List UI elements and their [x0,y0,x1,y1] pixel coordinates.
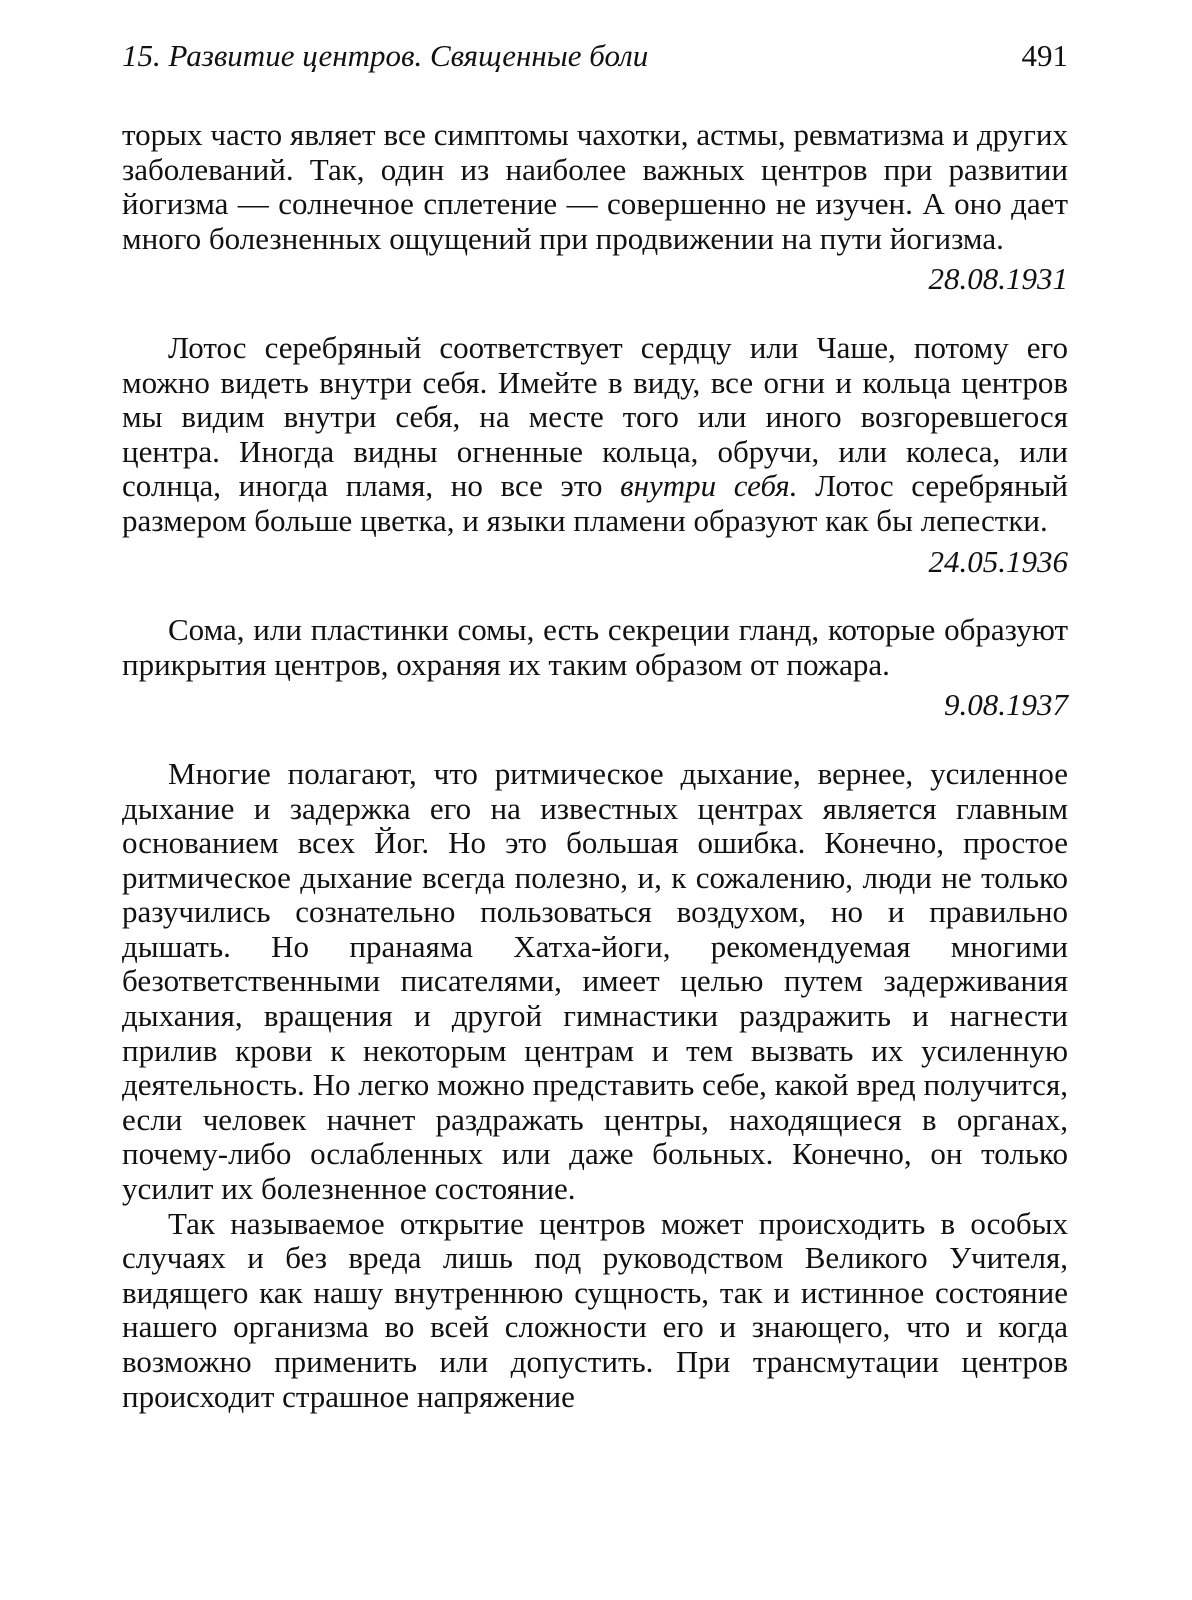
emphasis-text: внутри себя. [620,468,798,504]
paragraph-text: Лотос серебряный размером больше цветка, и языки пламени образуют как бы лепестки. [122,468,1068,538]
entry-date: 24.05.1936 [928,543,1068,579]
chapter-title: 15. Развитие центров. Священные боли [122,38,649,73]
entry-date: 28.08.1931 [928,261,1068,297]
page-number: 491 [1021,38,1068,73]
paragraph-soma: Сома, или пластинки сомы, есть секреции гланд, которые образуют прикрытия центров, охраняя их таким образом от пожара. [122,612,1068,682]
paragraph-silver-lotus [122,331,1068,539]
paragraph-continuation: торых часто являет все симптомы чахотки, астмы, ревматизма и других заболеваний. Так, один из наиболее важных центров при развитии йогизма — солнечное сплетение — совершенно не изучен. А оно дает много болезненных ощущений при продвижении на пути йогизма. [122,117,1068,256]
paragraph-breathing: Многие полагают, что ритмическое дыхание, вернее, усиленное дыхание и задержка его на известных центрах является главным основанием всех Йог. Но это большая ошибка. Конечно, простое ритмическое дыхание всегда полезно, и, к сожалению, люди не только разучились сознательно пользоваться воздухом, но и правильно дышать. Но пранаяма Хатха-йоги, рекомендуемая многими безответственными писателями, имеет целью путем задерживания дыхания, вращения и другой гимнастики раздражить и нагнести прилив крови к некоторым центрам и тем вызвать их усиленную деятельность. Но легко можно представить себе, какой вред получится, если человек начнет раздражать центры, находящиеся в органах, почему-либо ослабленных или даже больных. Конечно, он только усилит их болезненное состояние. [122,755,1068,1207]
body-text [122,118,1068,1414]
paragraph-text: Лотос серебряный соответствует сердцу или Чаше, потому его можно видеть внутри себя. Имейте в виду, все огни и кольца центров мы видим внутри себя, на месте того или иного возгоревшегося центра. Иногда видны огненные кольца, обручи, или колеса, или солнца, иногда пламя, но все это [122,329,1068,504]
paragraph-opening-centers: Так называемое открытие центров может происходить в особых случаях и без вреда лишь под руководством Великого Учителя, видящего как нашу внутреннюю сущность, так и истинное состояние нашего организма во всей сложности его и знающего, что и когда возможно применить или допустить. При трансмутации центров происходит страшное напряжение [122,1205,1068,1414]
entry-date: 9.08.1937 [944,687,1068,723]
book-page [122,38,1068,1580]
running-header [122,38,1068,90]
